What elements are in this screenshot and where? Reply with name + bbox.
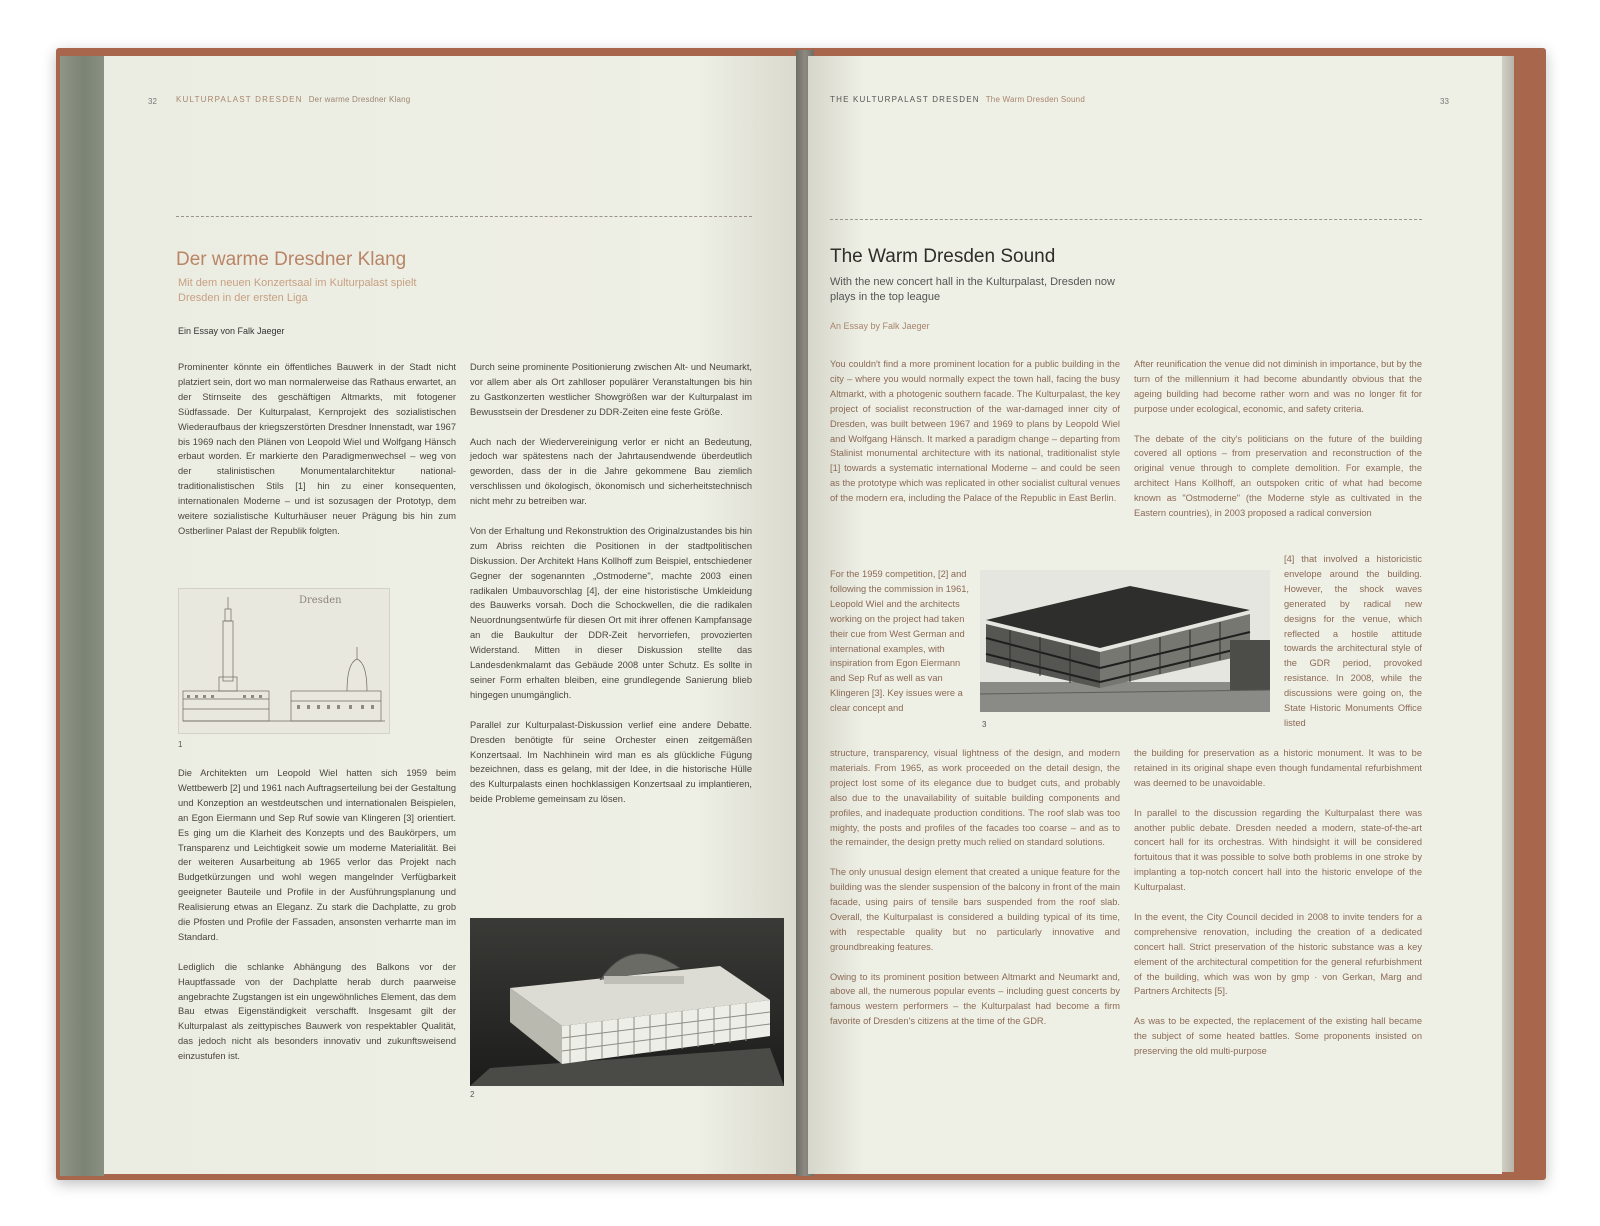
byline: An Essay by Falk Jaeger [830,321,930,331]
text-column-1-wrap [830,567,972,716]
paragraph: You couldn't find a more prominent location for a public building in the city – where you would normally expect the town hall, facing the busy Altmarkt, with a photogenic southern facade. The Kulturpalast, the key project of socialist reconstruction of the war-damaged inner city of Dresden, was built between 1967 and 1969 to plans by Leopold Wiel and Wolfgang Hänsch. It marked a paradigm change – departing from Stalinist monumental architecture with its national, traditionalist style [1] towards a systematic international Moderne – and could be seen as the prototype which was replicated in other socialist cultural venues of the modern era, including the Palace of the Republic in East Berlin. [830,359,1120,504]
paragraph: the building for preservation as a historic monument. It was to be retained in its original shape even though fundamental refurbishment was deemed to be unavoidable. [1134,748,1422,788]
byline: Ein Essay von Falk Jaeger [178,326,285,336]
left-page [104,56,802,1174]
divider-rule [176,216,752,217]
sketch-caption: Dresden [299,595,342,606]
paragraph: As was to be expected, the replacement of the existing hall became the subject of some heated battles. Some proponents insisted on preserving the old multi-purpose [1134,1016,1422,1057]
page-number: 32 [148,97,157,106]
paragraph: The only unusual design element that created a unique feature for the building was the slender suspension of the balcony in front of the main facade, using pairs of tensile bars suspended from the roof slab. Overall, the Kulturpalast is considered a building typical of its time, with respectable quality but no particularly innovative and groundbreaking features. [830,867,1120,952]
running-head-section: THE KULTURPALAST DRESDEN [830,95,980,104]
page-number: 33 [1440,97,1449,106]
text-column-1 [178,360,456,554]
paragraph: [4] that involved a historicistic envelope around the building. However, the shock waves generated by radical new designs for the venue, which reflected a hostile attitude towards the architectural style of the GDR period, provoked resistance. In 2008, while the discussions were going on, the State Historic Monuments Office listed [1284,554,1422,728]
paragraph: Die Architekten um Leopold Wiel hatten sich 1959 beim Wettbewerb [2] und 1961 nach Auftragserteilung bei der Gestaltung und Konzeption an westdeutschen und internationalen Beispielen, an Egon Eiermann und Sep Ruf sowie van Klingeren [3] orientiert. Es ging um die Klarheit des Konzepts und des Baukörpers, um Transparenz und Leichtigkeit sowie um moderne Materialität. Bei der weiteren Ausarbeitung ab 1965 verlor das Projekt nach Budgetkürzungen und wohl wegen mangelnder Verfügbarkeit geeigneter Bauteile und Profile in der Ausführungsplanung und Realisierung etwas an Eleganz. Zu stark die Dachplatte, zu grob die Pfosten und Profile der Fassaden, ansonsten verharrte man im Standard. [178,768,456,942]
paragraph: Durch seine prominente Positionierung zwischen Alt- und Neumarkt, vor allem aber als Ort zahlloser populärer Veranstaltungen bis hin zu Gastkonzerten westlicher Showgrößen war der Kulturpalast im Bewusstsein der Dresdener zu DDR-Zeiten eine feste Größe. [470,362,752,417]
running-head [830,95,1085,104]
text-column-2 [1134,357,1422,521]
figure-label: 3 [982,720,987,729]
page-title: Der warme Dresdner Klang [176,249,407,270]
running-head-section: KULTURPALAST DRESDEN [176,95,303,104]
paragraph: Lediglich die schlanke Abhängung des Balkons vor der Hauptfassade von der Dachplatte herab durch paarweise angebrachte Zugstangen ist ein ungewöhnliches Element, das dem Bau etwas Eigenständigkeit verschafft. Insgesamt gilt der Kulturpalast als zeittypisches Bauwerk von respektabler Qualität, das jedoch nicht als besonders innovativ und zukunftsweisend einzustufen ist. [178,961,456,1062]
paragraph: For the 1959 competition, [2] and following the commission in 1961, Leopold Wiel and the architects working on the project had taken their cue from West German and international examples, with inspiration from Egon Eiermann and Sep Ruf as well as van Klingeren [3]. Key issues were a clear concept and [830,569,970,714]
paragraph: Parallel zur Kulturpalast-Diskussion verlief eine andere Debatte. Dresden benötigte für seine Orchester einen zeitgemäßen Konzertsaal. Im Nachhinein wird man es als glückliche Fügung bezeichnen, dass es gelang, mit der Idee, in die historische Hülle des Kulturpalasts einen hochklassigen Konzertsaal zu implantieren, beide Probleme gemeinsam zu lösen. [470,719,752,805]
figure-3-photo [980,570,1270,712]
paragraph: In the event, the City Council decided in 2008 to invite tenders for a comprehensive renovation, including the creation of a dedicated concert hall. Strict preservation of the historic substance was a key element of the architectural competition for the general refurbishment of the building, which was won by gmp · von Gerkan, Marg and Partners Architects [5]. [1134,911,1422,997]
figure-label: 2 [470,1090,475,1099]
page-title: The Warm Dresden Sound [830,246,1056,267]
subtitle: Mit dem neuen Konzertsaal im Kulturpalast spielt Dresden in der ersten Liga [178,277,417,304]
paragraph: In parallel to the discussion regarding the Kulturpalast there was another public debate. Dresden needed a modern, state-of-the-art concert hall for its orchestras. With hindsight it will be considered fortuitous that it was possible to solve both problems in one stroke by implanting a top-notch concert hall into the historic envelope of the Kulturpalast. [1134,807,1422,893]
figure-1-sketch [178,588,390,734]
paragraph: Auch nach der Wiedervereinigung verlor er nicht an Bedeutung, jedoch war spätestens nach der Jahrtausendwende überdeutlich geworden, dass der in die Jahre gekommene Bau ziemlich verschlissen und ökologisch, ökonomisch und sicherheitstechnisch nicht mehr zu betreiben war. [470,436,752,507]
paragraph: The debate of the city's politicians on the future of the building covered all options – from preservation and reconstruction of the original venue through to complete demolition. For example, the architect Hans Kollhoff, an outspoken critic of what had become known as "Ostmoderne" (the Moderne style as cultivated in the Eastern countries), in 2003 proposed a radical conversion [1134,433,1422,519]
paragraph: Prominenter könnte ein öffentliches Bauwerk in der Stadt nicht platziert sein, dort wo man normalerweise das Rathaus erwartet, an der Stirnseite des geschäftigen Altmarkts, mit fotogener Südfassade. Der Kulturpalast, Kernprojekt des sozialistischen Wiederaufbaus der kriegszerstörten Dresdner Innenstadt, war 1967 bis 1969 nach den Plänen von Leopold Wiel und Wolfgang Hänsch erbaut worden. Er markierte den Paradigmenwechsel – weg von der stalinistischen Monumentalarchitektur national-traditionalistischen Stils [1] hin zu einer konsequenten, internationalen Moderne – und ist sozusagen der Prototyp, dem weitere sozialistische Kulturhäuser neuer Prägung bis hin zum Ostberliner Palast der Republik folgten. [178,362,457,536]
figure-label: 1 [178,740,183,749]
running-head-title: The Warm Dresden Sound [985,95,1085,104]
sketch-drawing [179,589,389,733]
running-head [176,95,410,104]
paragraph: After reunification the venue did not diminish in importance, but by the turn of the millennium it had become abundantly obvious that the ageing building had become rather worn and was no longer fit for purpose under ecological, economic, and safety criteria. [1134,359,1422,414]
right-page [808,56,1502,1174]
text-column-1 [830,357,1120,521]
paragraph: structure, transparency, visual lightness of the design, and modern materials. From 1965, as work proceeded on the detail design, the project lost some of its elegance due to budget cuts, and probably also due to the unavailability of suitable building components and profiles, and inadequate production conditions. The roof slab was too mighty, the posts and profiles of the facades too coarse – and as to the remainder, the design pretty much relied on standard solutions. [830,748,1120,848]
text-column-2-lower [1134,746,1422,1074]
page-edges [1500,56,1514,1172]
building-photo [980,570,1270,712]
text-column-1-lower [830,746,1120,1044]
text-column-2-narrow [1284,552,1422,731]
subtitle: With the new concert hall in the Kulturpalast, Dresden now plays in the top league [830,276,1115,303]
paragraph: Von der Erhaltung und Rekonstruktion des Originalzustandes bis hin zum Abriss reichten die Positionen in der stadtpolitischen Diskussion. Der Architekt Hans Kollhoff zum Beispiel, entschiedener Gegner der sogenannten „Ostmoderne", machte 2003 einen radikalen Umbauvorschlag [4], der eine historistische Umkleidung des Bauwerks vorsah. Doch die Schockwellen, die die radikalen Neuordnungsentwürfe für diesen Ort mit ihrer offenen Kampfansage an die Baukultur der DDR-Zeit hervorriefen, provozierten Widerstand. Mitten in dieser Diskussion stellte das Landesdenkmalamt das Gebäude 2008 unter Schutz. Es sollte in seiner Form erhalten bleiben, eine grundlegende Sanierung blieb hingegen unumgänglich. [470,525,752,700]
model-photo [470,918,784,1086]
text-column-1-lower [178,766,456,1079]
running-head-title: Der warme Dresdner Klang [308,95,411,104]
divider-rule [830,219,1422,220]
book-spine-edge [60,56,104,1176]
paragraph: Owing to its prominent position between Altmarkt and Neumarkt and, above all, the numerous popular events – including guest concerts by famous western performers – the Kulturpalast had become a firm favorite of Dresden's citizens at the time of the GDR. [830,971,1120,1027]
text-column-2 [470,360,752,822]
figure-2-model-photo [470,918,784,1086]
